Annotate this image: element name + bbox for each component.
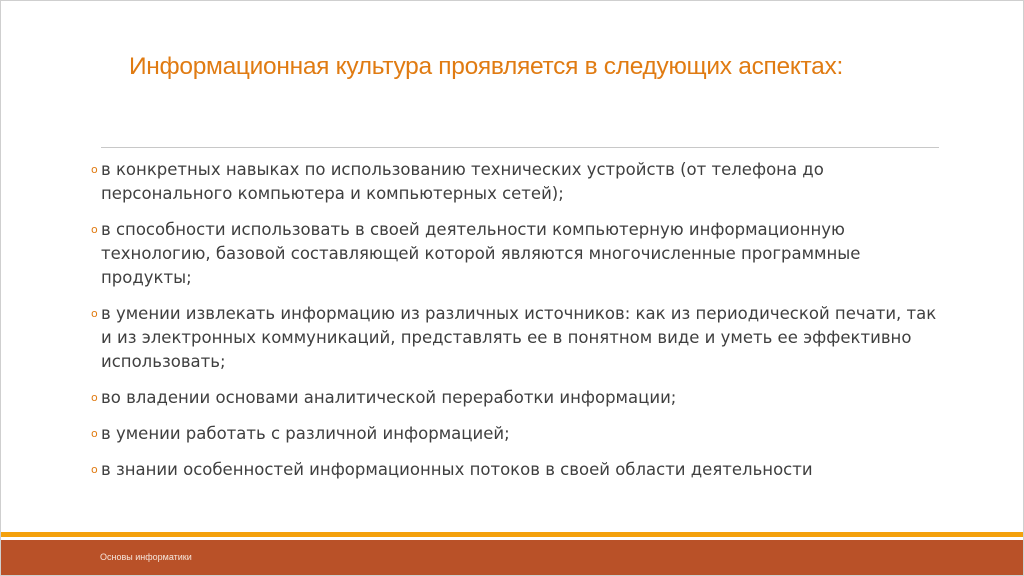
list-item-text: в умении работать с различной информацией; — [101, 424, 510, 443]
list-item-text: в конкретных навыках по использованию технических устройств (от телефона до персонального компьютера и компьютерных сетей); — [101, 160, 824, 203]
list-item — [91, 158, 951, 206]
bullet-icon: o — [91, 223, 98, 236]
list-item — [91, 386, 951, 410]
list-item-text: во владении основами аналитической переработки информации; — [101, 388, 677, 407]
bullet-icon: o — [91, 307, 98, 320]
list-item — [91, 458, 951, 482]
slide-title: Информационная культура проявляется в следующих аспектах: — [129, 53, 843, 80]
footer-band — [1, 540, 1023, 575]
title-divider — [101, 147, 939, 148]
footer-text: Основы информатики — [100, 552, 192, 562]
list-item — [91, 422, 951, 446]
list-item-text: в умении извлекать информацию из различных источников: как из периодической печати, так и из электронных коммуникаций, представлять ее в понятном виде и уметь ее эффективно использовать; — [101, 304, 937, 371]
list-item — [91, 302, 951, 374]
bullet-icon: o — [91, 163, 98, 176]
list-item-text: в способности использовать в своей деятельности компьютерную информационную технологию, базовой составляющей которой являются многочисленные программные продукты; — [101, 220, 861, 287]
list-item — [91, 218, 951, 290]
bullet-icon: o — [91, 463, 98, 476]
bullet-icon: o — [91, 391, 98, 404]
bullet-icon: o — [91, 427, 98, 440]
list-item-text: в знании особенностей информационных потоков в своей области деятельности — [101, 460, 813, 479]
accent-bar — [1, 532, 1023, 537]
bullet-list — [91, 158, 951, 494]
